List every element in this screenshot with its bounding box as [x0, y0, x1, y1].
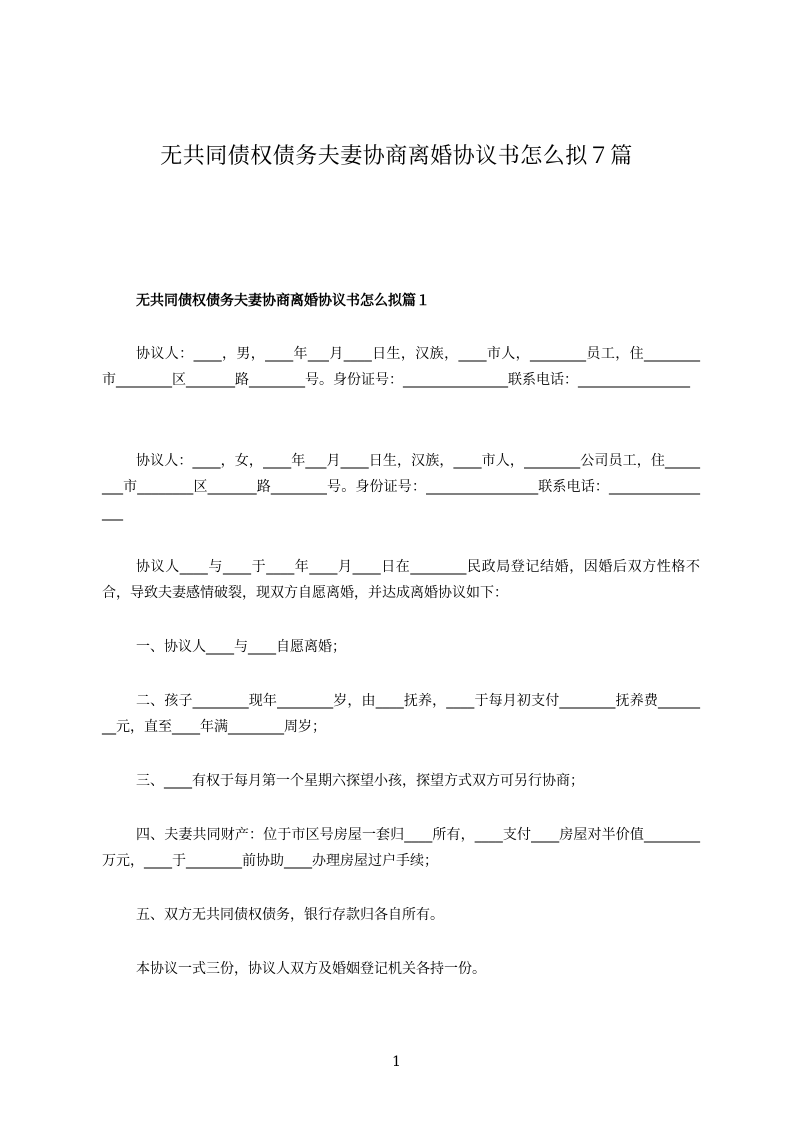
clause-4: 四、夫妻共同财产：位于市区号房屋一套归____所有，____支付____房屋对半价值________万元，____于________前协助____办理房屋过户手续；	[102, 827, 700, 869]
paragraph-party-1: 协议人：____，男，____年___月____日生，汉族，____市人，________员工，住________市________区_______路________号。身份证号：_______________联系电话：________________	[102, 346, 700, 388]
paragraph-party-2: 协议人：____，女，____年___月____日生，汉族，____市人，________公司员工，住________市________区_______路________号。身份证号：________________联系电话：________________	[102, 453, 700, 521]
clause-3: 三、____有权于每月第一个星期六探望小孩，探望方式双方可另行协商；	[136, 773, 584, 789]
paragraph-copies: 本协议一式三份，协议人双方及婚姻登记机关各持一份。	[136, 961, 486, 977]
page-number: 1	[392, 1054, 401, 1070]
paragraph-marriage-info: 协议人____与____于____年____月____日在________民政局登记结婚，因婚后双方性格不合，导致夫妻感情破裂，现双方自愿离婚，并达成离婚协议如下：	[102, 559, 700, 601]
page-title: 无共同债权债务夫妻协商离婚协议书怎么拟７篇	[160, 144, 633, 169]
clause-2: 二、孩子________现年________岁，由____抚养，____于每月初支付________抚养费________元，直至____年满________周岁；	[102, 693, 700, 735]
clause-5: 五、双方无共同债权债务，银行存款归各自所有。	[136, 907, 444, 923]
section-heading: 无共同债权债务夫妻协商离婚协议书怎么拟篇１	[136, 293, 430, 309]
clause-1: 一、协议人____与____自愿离婚；	[136, 639, 346, 655]
